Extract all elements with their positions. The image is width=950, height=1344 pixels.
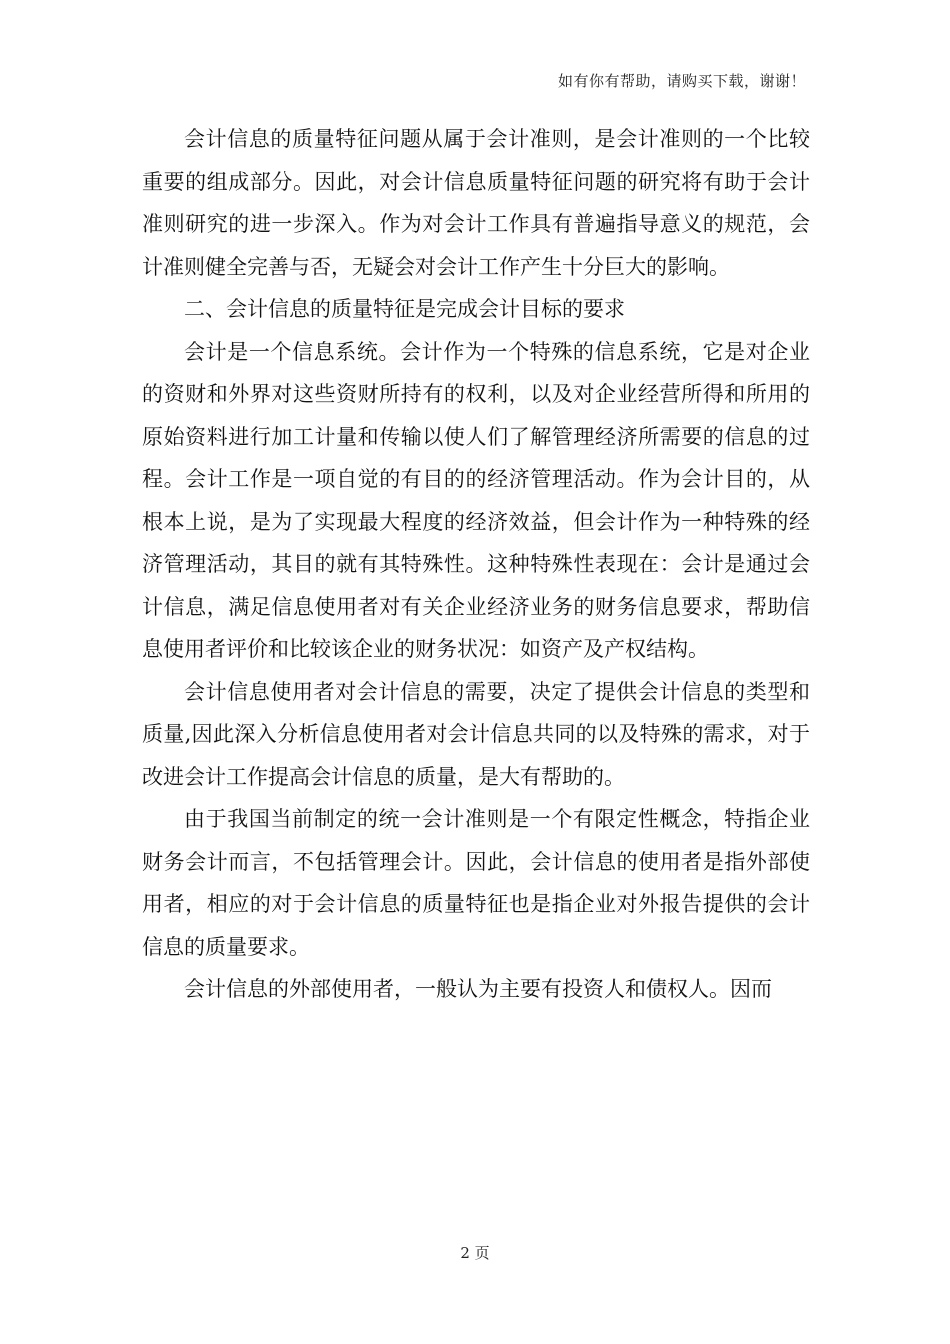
section-heading-quality-characteristics: 二、会计信息的质量特征是完成会计目标的要求 [184, 297, 625, 321]
paragraph-investors-creditors: 会计信息的外部使用者，一般认为主要有投资人和债权人。因而 [184, 977, 772, 1001]
paragraph-accounting-standards: 会计信息的质量特征问题从属于会计准则，是会计准则的一个比较重要的组成部分。因此，对会计信息质量特征问题的研究将有助于会计准则研究的进一步深入。作为对会计工作具有普遍指导意义的规范，会计准则健全完善与否，无疑会对会计工作产生十分巨大的影响。 [142, 127, 810, 279]
paragraph-external-users: 由于我国当前制定的统一会计准则是一个有限定性概念，特指企业财务会计而言，不包括管理会计。因此，会计信息的使用者是指外部使用者，相应的对于会计信息的质量特征也是指企业对外报告提供的会计信息的质量要求。 [142, 807, 810, 959]
page-number: 2 页 [460, 1244, 490, 1262]
header-note: 如有你有帮助，请购买下载，谢谢！ [557, 72, 806, 90]
paragraph-information-system: 会计是一个信息系统。会计作为一个特殊的信息系统，它是对企业的资财和外界对这些资财所持有的权利，以及对企业经营所得和所用的原始资料进行加工计量和传输以使人们了解管理经济所需要的信息的过程。会计工作是一项自觉的有目的的经济管理活动。作为会计目的，从根本上说，是为了实现最大程度的经济效益，但会计作为一种特殊的经济管理活动，其目的就有其特殊性。这种特殊性表现在：会计是通过会计信息，满足信息使用者对有关企业经济业务的财务信息要求，帮助信息使用者评价和比较该企业的财务状况：如资产及产权结构。 [142, 339, 810, 661]
document-body [142, 118, 810, 1011]
paragraph-user-needs: 会计信息使用者对会计信息的需要，决定了提供会计信息的类型和质量,因此深入分析信息使用者对会计信息共同的以及特殊的需求，对于改进会计工作提高会计信息的质量，是大有帮助的。 [142, 679, 810, 789]
